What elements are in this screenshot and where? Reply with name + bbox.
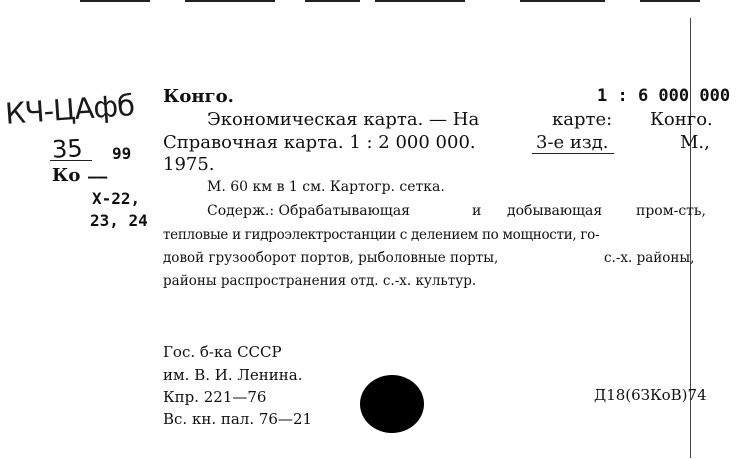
content-line3-a: довой грузооборот портов, рыболовные порты, bbox=[163, 250, 499, 266]
body-line2-b: 3-е изд. bbox=[536, 132, 609, 153]
call-dash: —— bbox=[88, 167, 108, 186]
top-edge-mark bbox=[375, 0, 465, 2]
body-line3: 1975. bbox=[163, 154, 215, 175]
top-edge-mark bbox=[305, 0, 360, 2]
library-line4: Вс. кн. пал. 76—21 bbox=[163, 410, 313, 428]
body-line2-a: Справочная карта. 1 : 2 000 000. bbox=[163, 132, 476, 153]
call-x-line2: 23, 24 bbox=[90, 211, 148, 230]
call-x-line1: Х-22, bbox=[92, 189, 141, 208]
library-line2: им. В. И. Ленина. bbox=[163, 366, 303, 384]
handwritten-code: КЧ-ЦАфб bbox=[4, 88, 136, 131]
top-edge-mark bbox=[185, 0, 275, 2]
content-line2: тепловые и гидроэлектростанции с делением по мощности, го- bbox=[163, 227, 600, 243]
top-edge-mark bbox=[80, 0, 150, 2]
call-number-99: 99 bbox=[112, 144, 132, 163]
content-line1-d: пром-сть, bbox=[636, 203, 706, 219]
entry-title: Конго. bbox=[163, 86, 234, 107]
library-line3: Кпр. 221—76 bbox=[163, 388, 267, 406]
call-ko: Ко bbox=[52, 165, 81, 186]
handwritten-number: 35 bbox=[51, 134, 84, 164]
entry-scale: 1 : 6 000 000 bbox=[597, 86, 731, 106]
content-line3-b: с.-х. районы, bbox=[604, 250, 695, 266]
punch-hole bbox=[360, 375, 424, 433]
body-line2-c: М., bbox=[680, 132, 710, 153]
body-line1-b: карте: bbox=[552, 109, 613, 130]
top-edge-mark bbox=[640, 0, 700, 2]
body-line1-a: Экономическая карта. — На bbox=[207, 109, 480, 130]
content-line1-a: Содерж.: Обрабатывающая bbox=[207, 203, 410, 219]
classification-code: Д18(6ЗКоВ)74 bbox=[594, 386, 707, 404]
library-line1: Гос. б-ка СССР bbox=[163, 343, 282, 361]
edition-underline bbox=[532, 153, 614, 154]
scale-note: М. 60 км в 1 см. Картогр. сетка. bbox=[207, 179, 445, 195]
body-line1-c: Конго. bbox=[650, 109, 713, 130]
top-edge-mark bbox=[520, 0, 605, 2]
handwritten-underline bbox=[50, 160, 92, 161]
content-line1-b: и bbox=[472, 203, 482, 219]
content-line1-c: добывающая bbox=[507, 203, 603, 219]
content-line4: районы распространения отд. с.-х. культур. bbox=[163, 273, 477, 289]
